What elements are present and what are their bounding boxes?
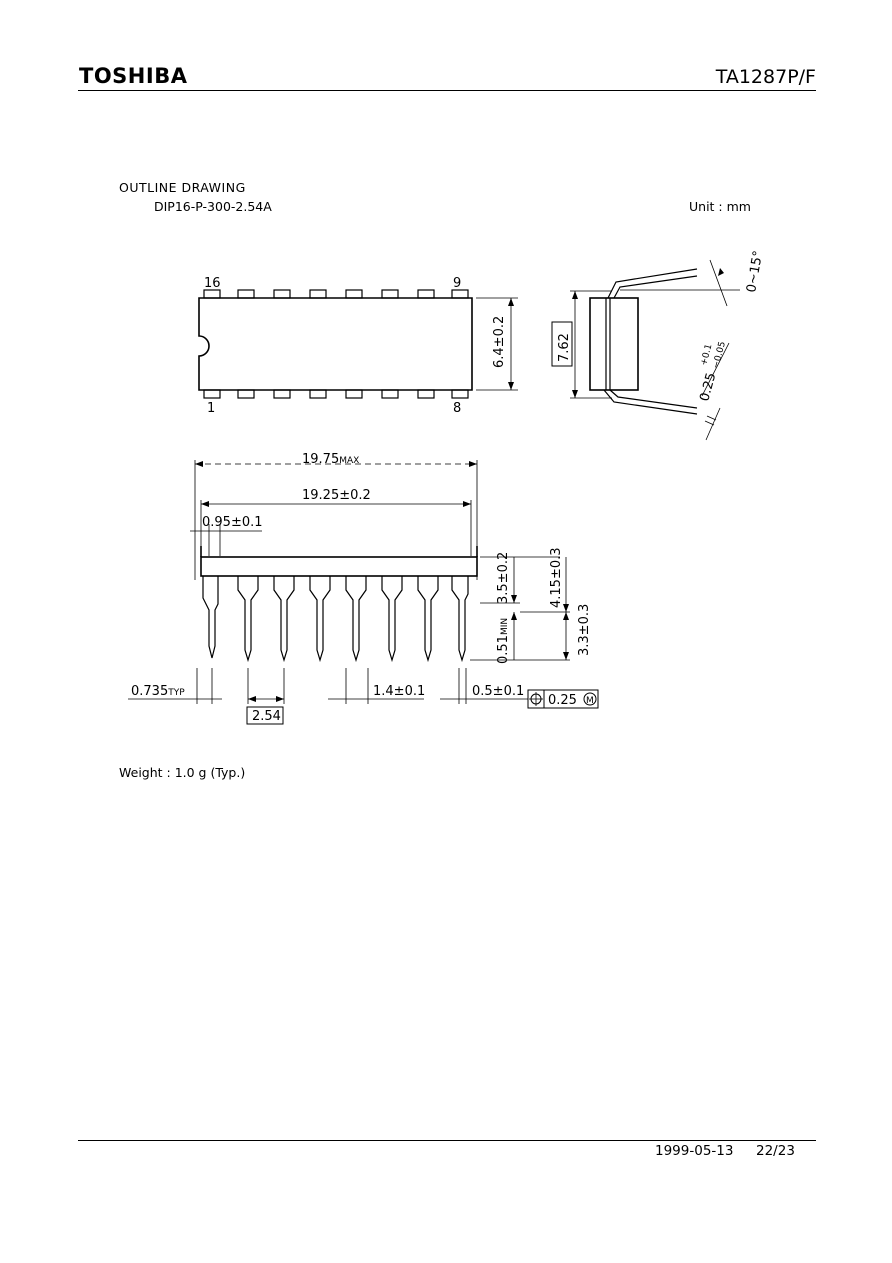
pin-8-label: 8 bbox=[453, 401, 462, 416]
length-label: 19.25±0.2 bbox=[302, 488, 371, 503]
standoff-label: 0.51MIN bbox=[496, 617, 511, 664]
pin-16-label: 16 bbox=[204, 276, 221, 291]
lead-thickness-label: 0.25 bbox=[697, 371, 720, 404]
body-width-label: 6.4±0.2 bbox=[492, 315, 507, 368]
part-number: TA1287P/F bbox=[715, 66, 816, 88]
pitch-label: 2.54 bbox=[252, 709, 281, 724]
pin-1-label: 1 bbox=[207, 401, 216, 416]
total-height-label: 4.15±0.3 bbox=[549, 547, 564, 608]
end-offset-label: 0.735TYP bbox=[131, 684, 185, 699]
lead-thickness-tol-minus: −0.05 bbox=[711, 340, 729, 370]
footer-rule bbox=[78, 1140, 816, 1141]
top-view bbox=[199, 290, 518, 398]
position-tolerance-label: 0.25 bbox=[548, 693, 577, 708]
body-height-label: 3.5±0.2 bbox=[496, 551, 511, 604]
footer-page-number: 22/23 bbox=[756, 1143, 795, 1159]
lead-length-label: 3.3±0.3 bbox=[577, 603, 592, 656]
unit-label: Unit : mm bbox=[689, 199, 751, 214]
lead-angle-label: 0~15° bbox=[744, 249, 767, 294]
lead-width-label: 0.5±0.1 bbox=[472, 684, 525, 699]
pin-9-label: 9 bbox=[453, 276, 462, 291]
mmc-modifier: M bbox=[586, 696, 594, 706]
lead-thickness-tol-plus: +0.1 bbox=[699, 343, 715, 367]
shoulder-width-label: 1.4±0.1 bbox=[373, 684, 426, 699]
end-pin-width-label: 0.95±0.1 bbox=[202, 515, 263, 530]
row-spacing-label: 7.62 bbox=[557, 333, 572, 362]
toshiba-logo: TOSHIBA bbox=[79, 64, 188, 88]
footer-date: 1999-05-13 bbox=[655, 1143, 734, 1159]
length-max-label: 19.75MAX bbox=[302, 452, 360, 467]
package-code: DIP16-P-300-2.54A bbox=[154, 199, 272, 214]
weight-note: Weight : 1.0 g (Typ.) bbox=[119, 765, 246, 780]
section-title: OUTLINE DRAWING bbox=[119, 180, 246, 195]
